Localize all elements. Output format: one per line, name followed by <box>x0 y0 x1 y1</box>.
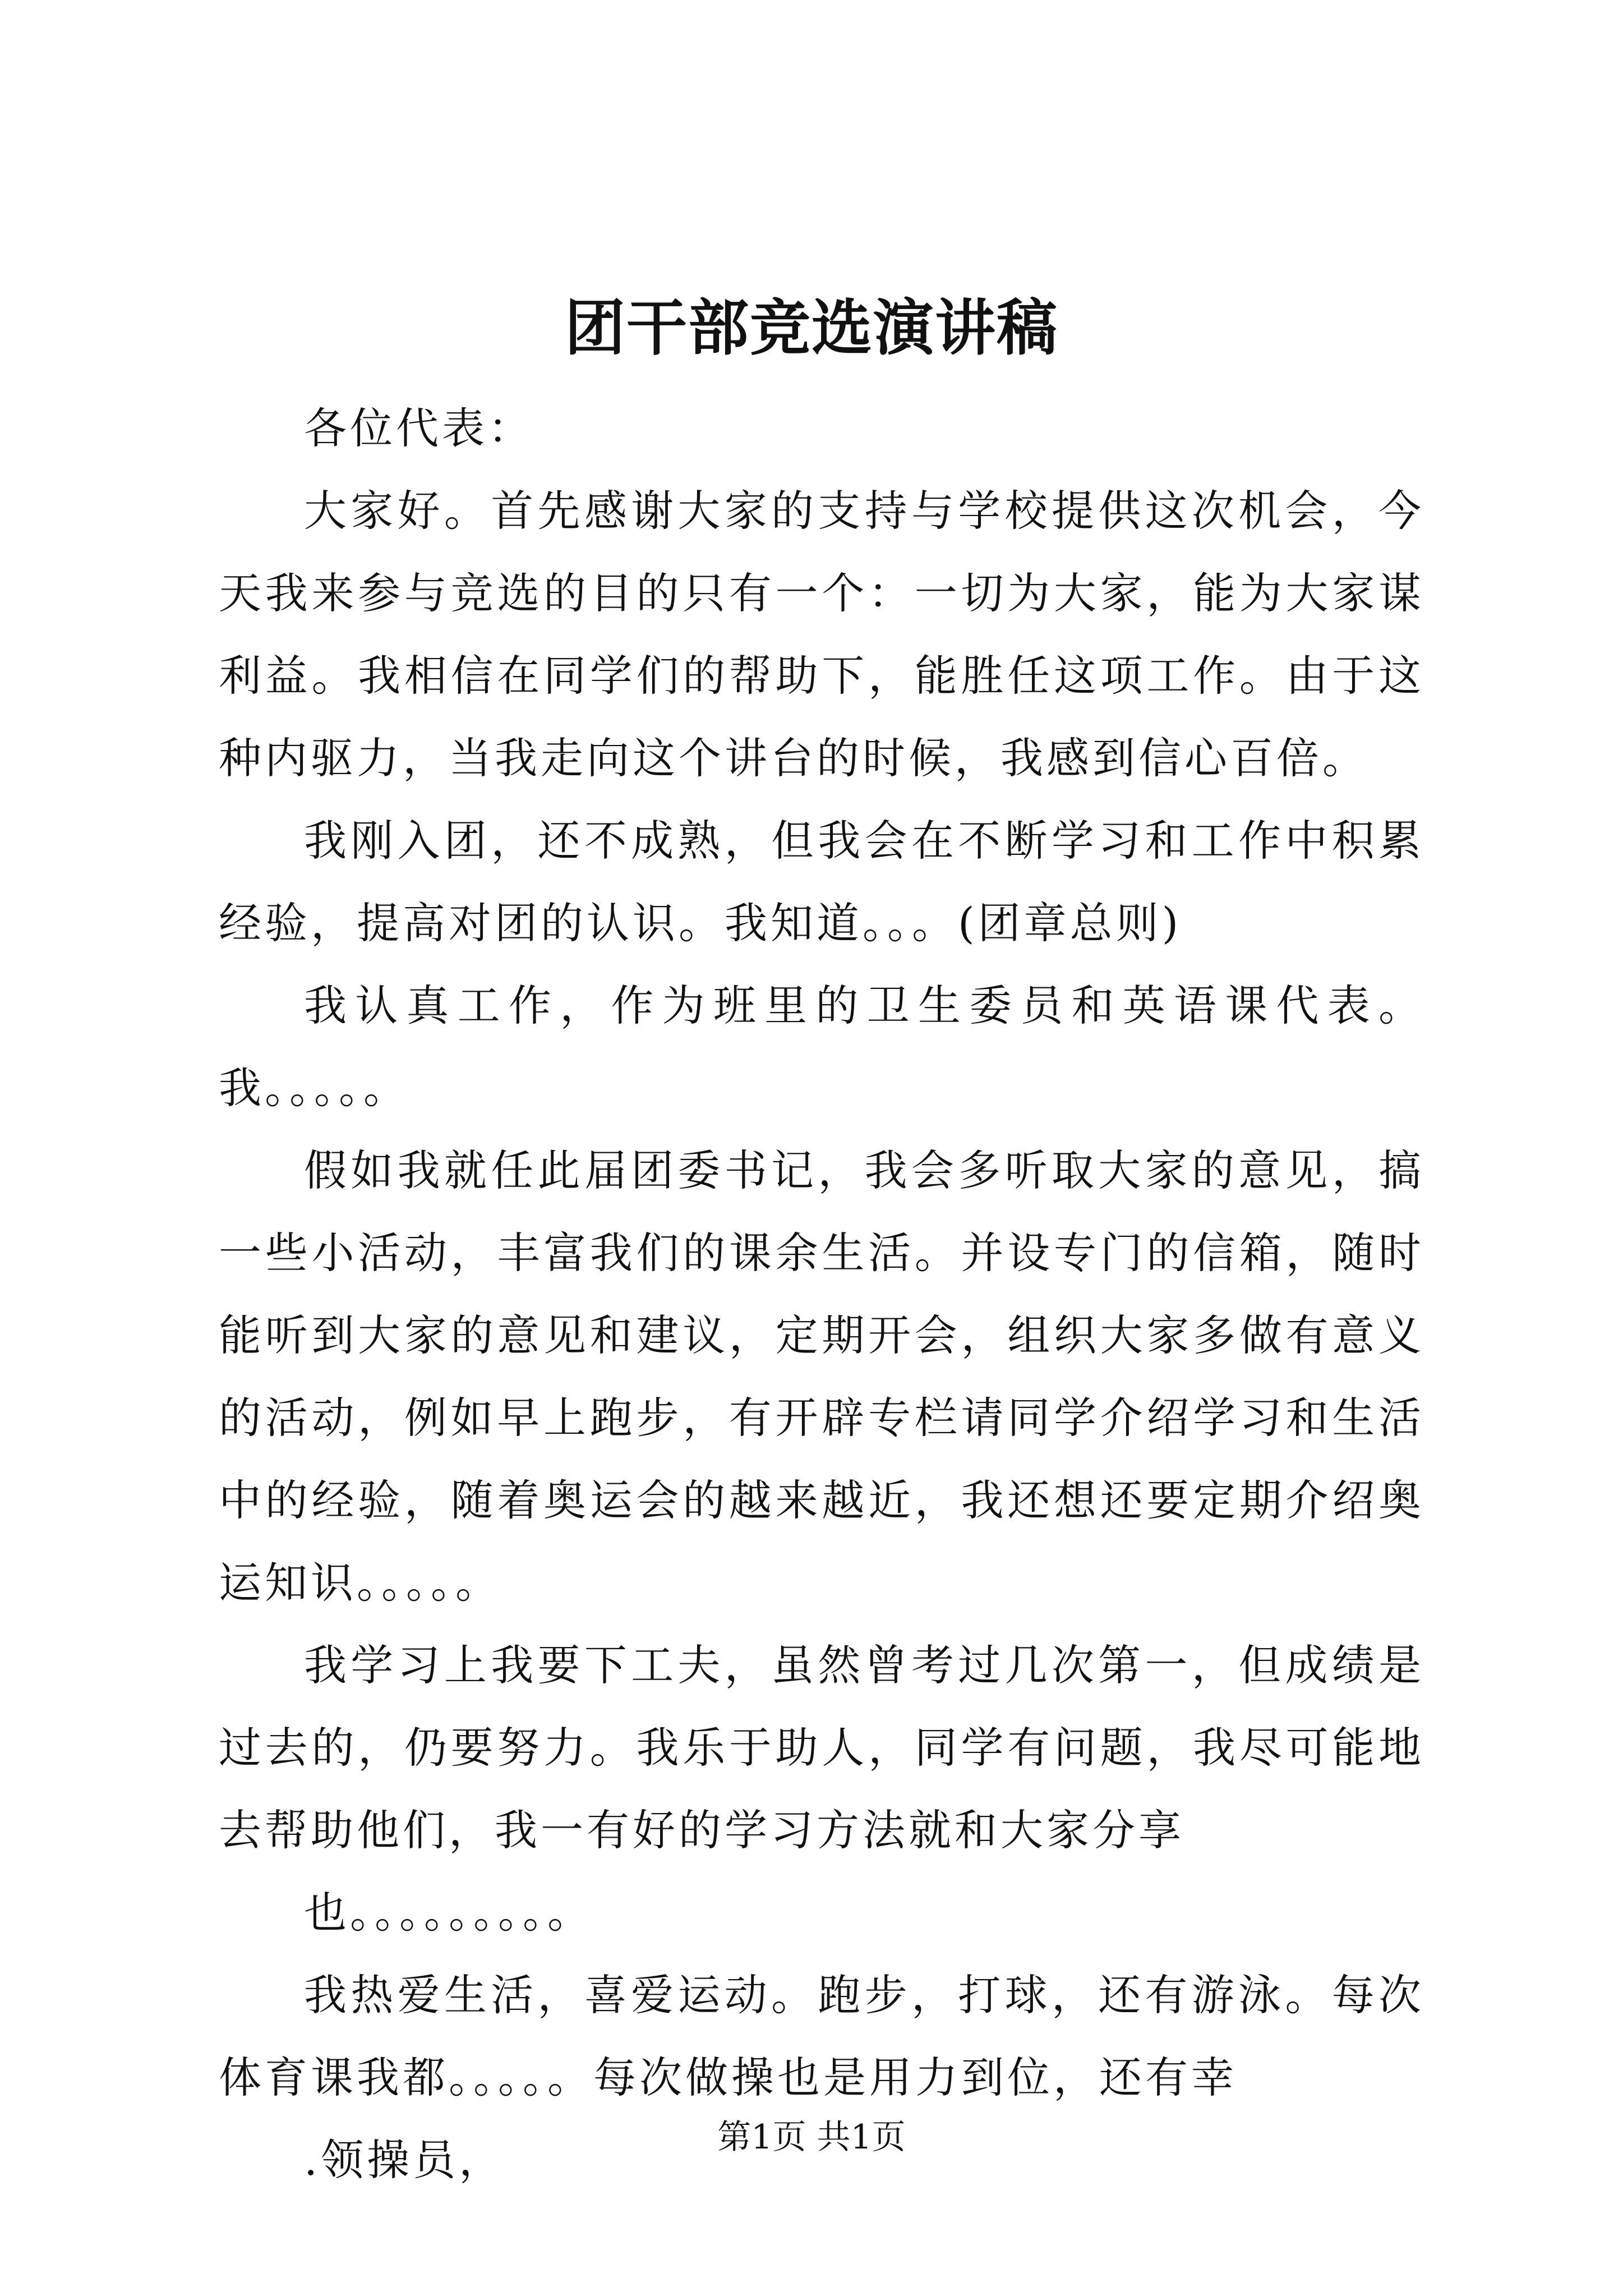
paragraph-plans: 假如我就任此届团委书记，我会多听取大家的意见，搞一些小活动，丰富我们的课余生活。并设专门的信箱，随时能听到大家的意见和建议，定期开会，组织大家多做有意义的活动，例如早上跑步，有开辟专栏请同学介绍学习和生活中的经验，随着奥运会的越来越近，我还想还要定期介绍奥运知识。。。。。 <box>219 1145 1424 1608</box>
paragraph-study: 我学习上我要下工夫，虽然曾考过几次第一，但成绩是过去的，仍要努力。我乐于助人，同学有问题，我尽可能地去帮助他们，我一有好的学习方法就和大家分享 <box>219 1640 1424 1855</box>
paragraph-sports: 我热爱生活，喜爱运动。跑步，打球，还有游泳。每次体育课我都。。。。。每次做操也是用力到位，还有幸 <box>219 1970 1424 2102</box>
paragraph-leader: .领操员， <box>304 2135 505 2185</box>
paragraph-joined-league: 我刚入团，还不成熟，但我会在不断学习和工作中积累经验，提高对团的认识。我知道。。。(团章总则) <box>219 816 1424 948</box>
paragraph-work: 我认真工作，作为班里的卫生委员和英语课代表。我。。。。。 <box>219 981 1424 1113</box>
paragraph-greeting: 大家好。首先感谢大家的支持与学校提供这次机会，今天我来参与竞选的目的只有一个：一切为大家，能为大家谋利益。我相信在同学们的帮助下，能胜任这项工作。由于这种内驱力，当我走向这个讲台的时候，我感到信心百倍。 <box>219 486 1424 783</box>
document-body <box>219 387 1424 2201</box>
document-title: 团干部竞选演讲稿 <box>564 293 1058 364</box>
paragraph-salutation: 各位代表： <box>304 403 534 453</box>
paragraph-ellipsis: 也。。。。。。。。。 <box>304 1888 593 1938</box>
page-number-footer: 第1页 共1页 <box>717 2118 906 2157</box>
